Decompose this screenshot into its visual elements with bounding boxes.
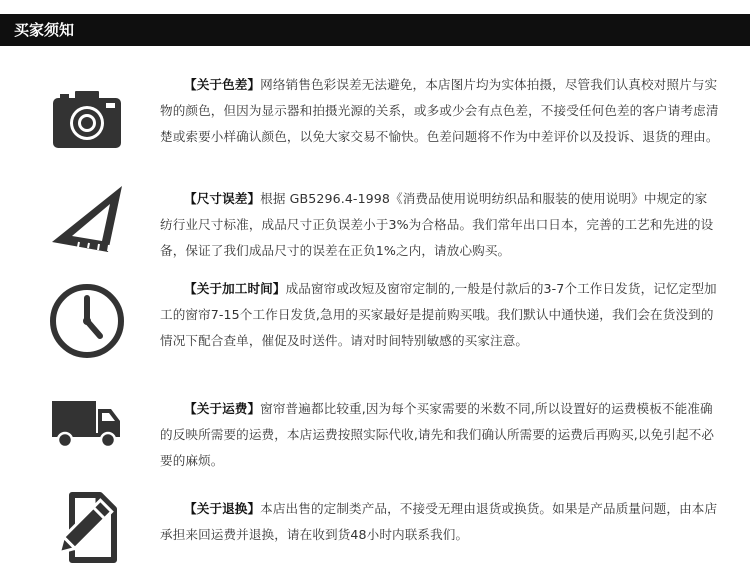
section-label: 【关于退换】 xyxy=(184,501,261,516)
header xyxy=(0,0,750,46)
header-bar xyxy=(0,14,750,46)
section-body: 窗帘普遍都比较重,因为每个买家需要的米数不同,所以设置好的运费模板不能准确的反映所需要的运费，本店运费按照实际代收,请先和我们确认所需要的运费后再购买,以免引起不必要的麻烦。 xyxy=(160,401,715,468)
section-text xyxy=(160,496,720,548)
document-edit-icon xyxy=(48,490,126,568)
camera-icon xyxy=(48,80,126,158)
section-label: 【尺寸误差】 xyxy=(184,191,261,206)
section-text xyxy=(160,72,720,150)
section-label: 【关于加工时间】 xyxy=(184,281,286,296)
section-body: 网络销售色彩误差无法避免，本店图片均为实体拍摄，尽管我们认真校对照片与实物的颜色，但因为显示器和拍摄光源的关系，或多或少会有点色差，不接受任何色差的客户请考虑清楚或索要小样确认颜色，以免大家交易不愉快。色差问题将不作为中差评价以及投诉、退货的理由。 xyxy=(160,77,719,144)
truck-icon xyxy=(48,384,126,462)
section-text xyxy=(160,186,720,264)
page-title: 买家须知 xyxy=(14,21,75,39)
section-body: 成品窗帘或改短及窗帘定制的,一般是付款后的3-7个工作日发货，记忆定型加工的窗帘7-15个工作日发货,急用的买家最好是提前购买哦。我们默认中通快递，我们会在货没到的情况下配合查单，催促及时送件。请对时间特别敏感的买家注意。 xyxy=(160,281,717,348)
section-label: 【关于运费】 xyxy=(184,401,261,416)
section-text xyxy=(160,276,720,354)
set-square-icon xyxy=(48,184,126,262)
clock-icon xyxy=(48,282,126,360)
section-text xyxy=(160,396,720,474)
section-label: 【关于色差】 xyxy=(184,77,261,92)
section-body: 根据 GB5296.4-1998《消费品使用说明纺织品和服装的使用说明》中规定的家纺行业尺寸标准，成品尺寸正负误差小于3%为合格品。我们常年出口日本，完善的工艺和先进的设备，保证了我们成品尺寸的误差在正负1%之内，请放心购买。 xyxy=(160,191,714,258)
section-body: 本店出售的定制类产品，不接受无理由退货或换货。如果是产品质量问题，由本店承担来回运费并退换，请在收到货48小时内联系我们。 xyxy=(160,501,718,542)
